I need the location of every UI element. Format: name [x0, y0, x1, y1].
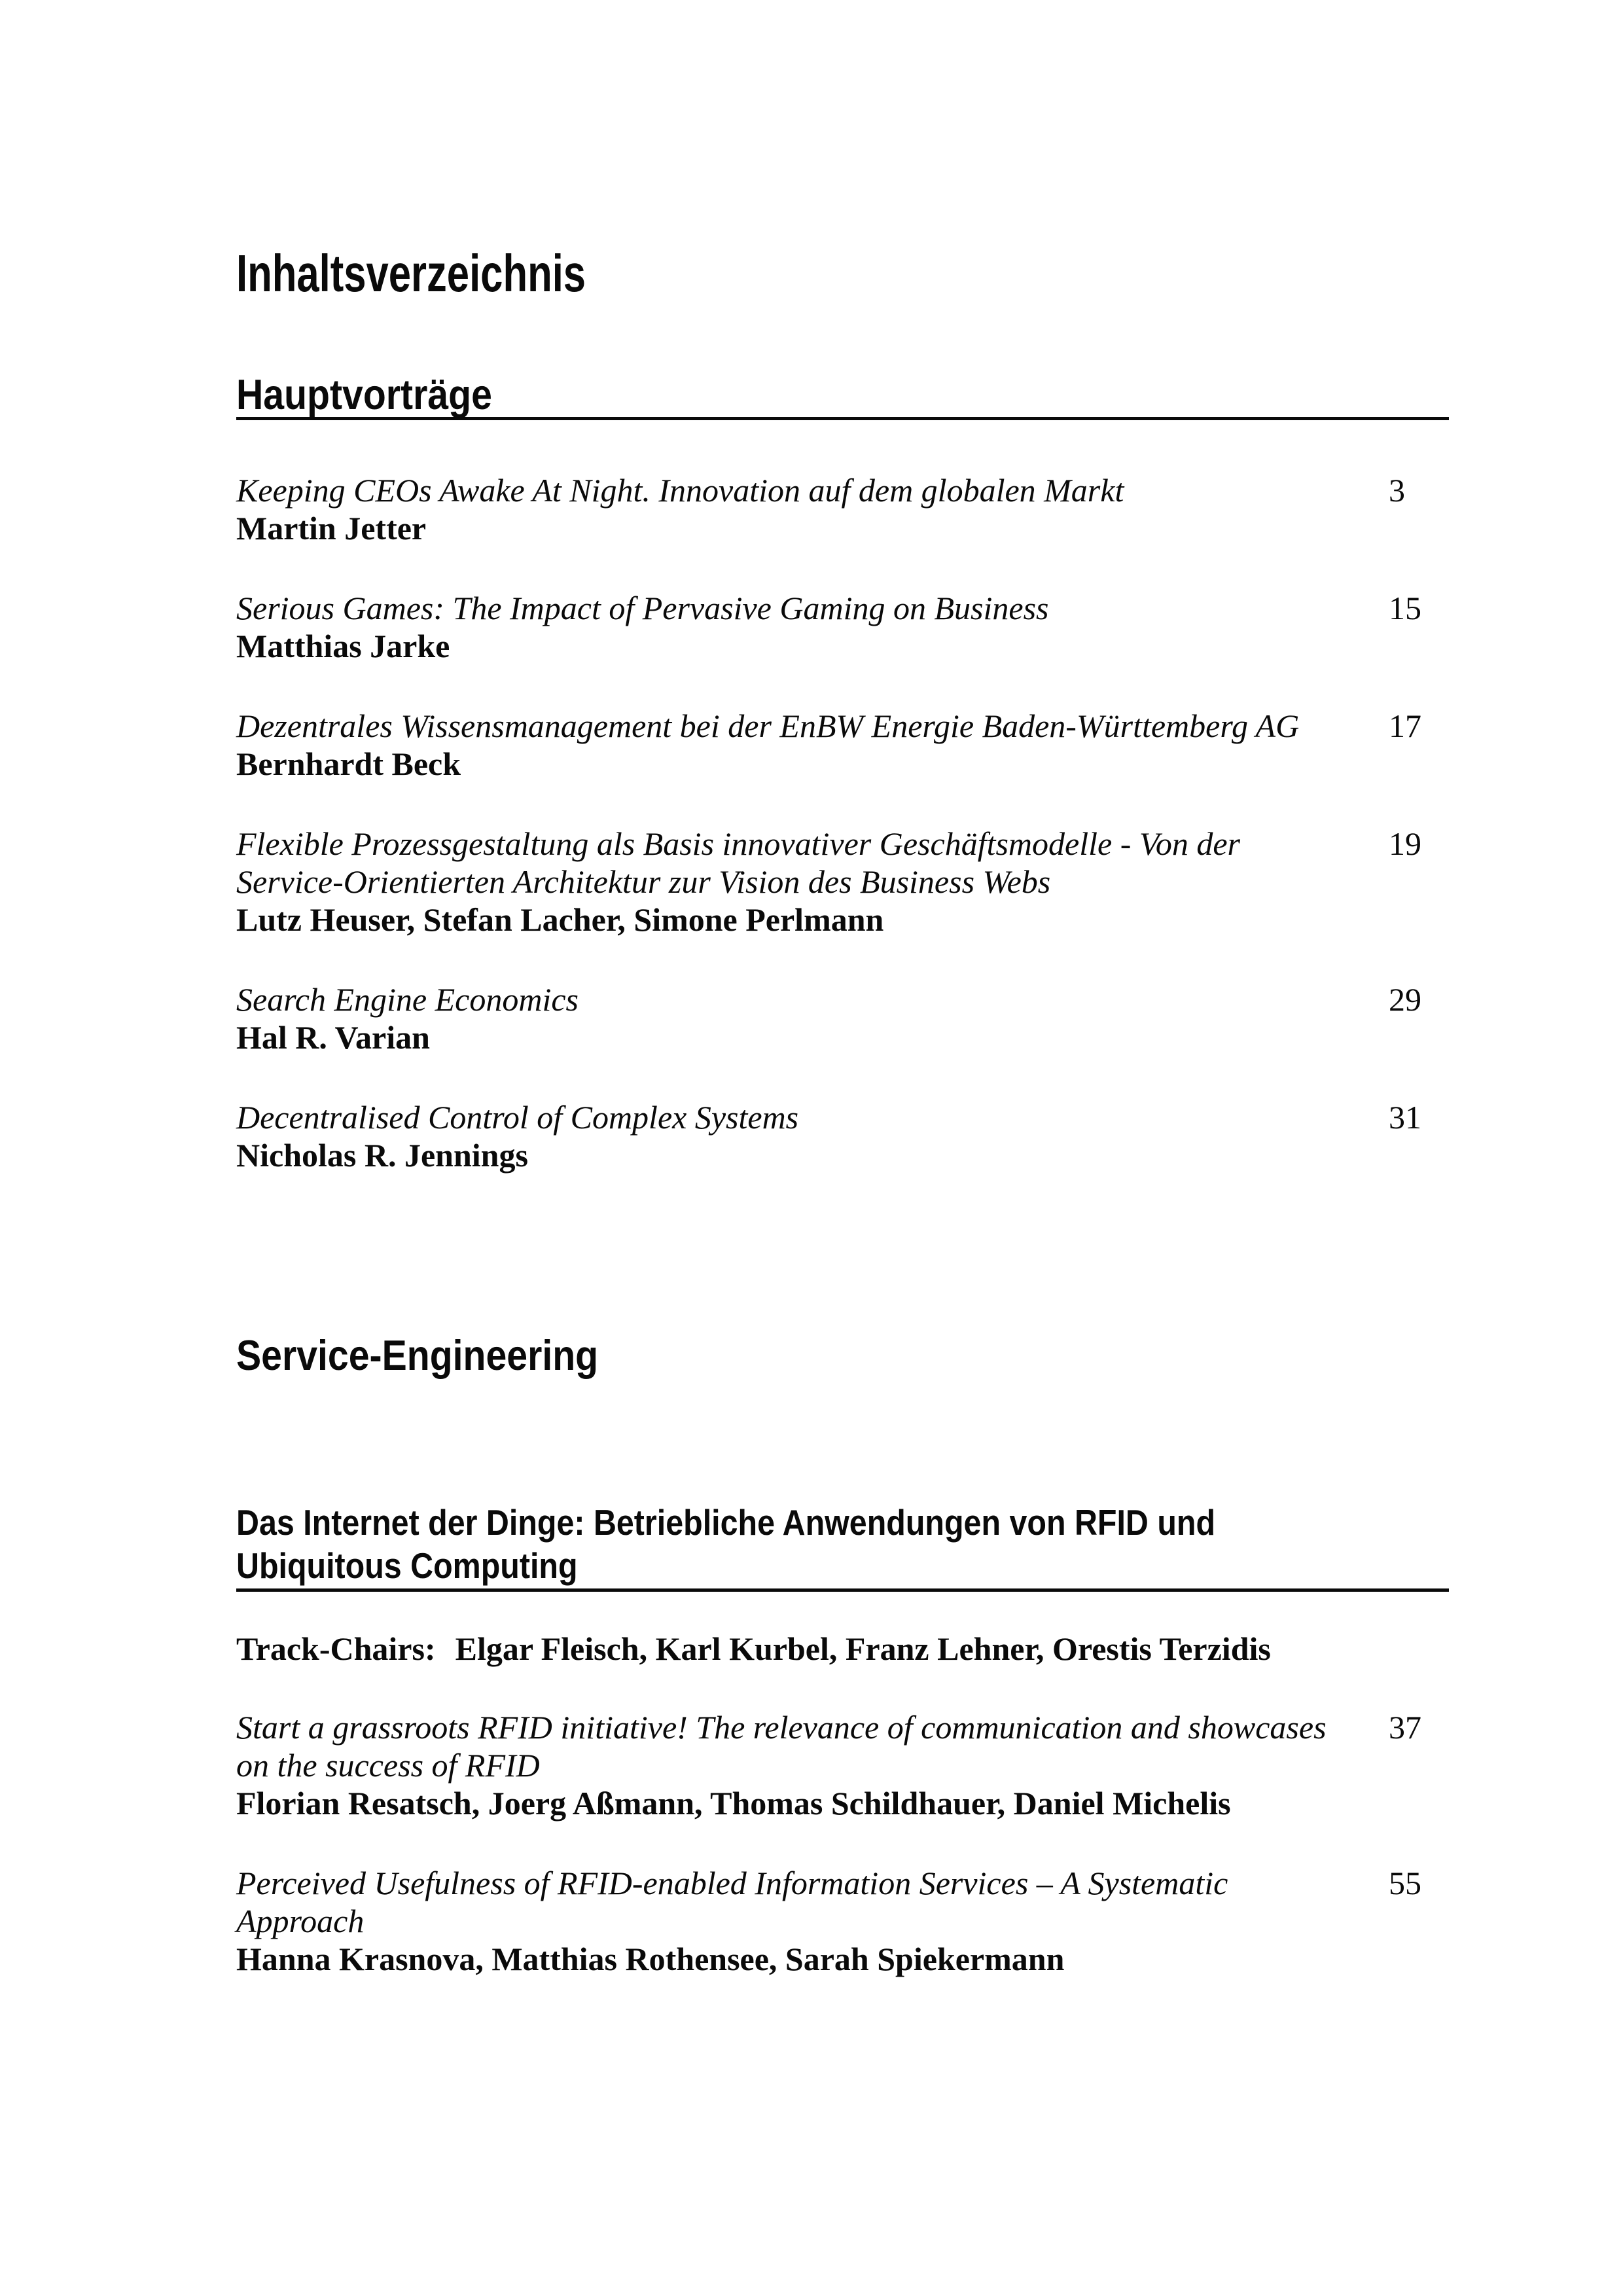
- entry-title: Start a grassroots RFID initiative! The relevance of communication and showcases on the success of RFID: [236, 1709, 1327, 1784]
- entry-title: Serious Games: The Impact of Pervasive Gaming on Business: [236, 590, 1049, 626]
- entry-page-number: 29: [1389, 981, 1421, 1018]
- track-entries: [236, 1708, 1449, 1978]
- entry-page-number: 31: [1389, 1099, 1421, 1136]
- entry-title: Flexible Prozessgestaltung als Basis innovativer Geschäftsmodelle - Von der Service-Orientierten Architektur zur Vision des Business Webs: [236, 825, 1241, 900]
- entry-page-number: 19: [1389, 825, 1421, 862]
- entry-authors: Nicholas R. Jennings: [236, 1137, 528, 1174]
- entry-main: [236, 980, 1389, 1056]
- toc-entry: [236, 1864, 1449, 1978]
- entry-main: [236, 825, 1389, 939]
- entry-page-number: 37: [1389, 1709, 1421, 1746]
- entry-page-number: 3: [1389, 472, 1405, 509]
- toc-entry: [236, 589, 1449, 665]
- hauptvortraege-entries: [236, 471, 1449, 1174]
- page-title: [236, 244, 1449, 302]
- entry-main: [236, 707, 1389, 783]
- toc-entry: [236, 1098, 1449, 1174]
- entry-authors: Hanna Krasnova, Matthias Rothensee, Sarah Spiekermann: [236, 1941, 1065, 1977]
- entry-title: Dezentrales Wissensmanagement bei der EnBW Energie Baden-Württemberg AG: [236, 708, 1300, 744]
- entry-main: [236, 1864, 1389, 1978]
- toc-entry: [236, 707, 1449, 783]
- toc-entry: [236, 471, 1449, 547]
- toc-entry: [236, 825, 1449, 939]
- entry-main: [236, 589, 1389, 665]
- toc-entry: [236, 1708, 1449, 1822]
- entry-authors: Hal R. Varian: [236, 1019, 430, 1056]
- section-heading-service-engineering: Service-Engineering: [236, 1331, 599, 1379]
- entry-authors: Martin Jetter: [236, 510, 427, 547]
- track-chairs-names: Elgar Fleisch, Karl Kurbel, Franz Lehner, Orestis Terzidis: [455, 1630, 1271, 1667]
- page-title-text: Inhaltsverzeichnis: [236, 244, 586, 302]
- track-chairs-label: Track-Chairs:: [236, 1630, 436, 1667]
- entry-authors: Florian Resatsch, Joerg Aßmann, Thomas Schildhauer, Daniel Michelis: [236, 1785, 1231, 1821]
- entry-authors: Lutz Heuser, Stefan Lacher, Simone Perlmann: [236, 901, 884, 938]
- entry-page-number: 15: [1389, 590, 1421, 626]
- entry-title: Decentralised Control of Complex Systems: [236, 1099, 799, 1136]
- entry-page-number: 55: [1389, 1865, 1421, 1901]
- toc-entry: [236, 980, 1449, 1056]
- entry-main: [236, 471, 1389, 547]
- entry-title: Keeping CEOs Awake At Night. Innovation auf dem globalen Markt: [236, 472, 1124, 509]
- entry-authors: Bernhardt Beck: [236, 745, 461, 782]
- entry-title: Search Engine Economics: [236, 981, 579, 1018]
- track-heading: Das Internet der Dinge: Betriebliche Anwendungen von RFID und Ubiquitous Computing: [236, 1501, 1449, 1592]
- entry-title: Perceived Usefulness of RFID-enabled Information Services – A Systematic Approach: [236, 1865, 1228, 1939]
- entry-main: [236, 1708, 1389, 1822]
- track-chairs-line: [236, 1630, 1449, 1668]
- entry-page-number: 17: [1389, 708, 1421, 744]
- entry-authors: Matthias Jarke: [236, 628, 450, 664]
- entry-main: [236, 1098, 1389, 1174]
- section-heading-hauptvortraege: Hauptvorträge: [236, 373, 1449, 420]
